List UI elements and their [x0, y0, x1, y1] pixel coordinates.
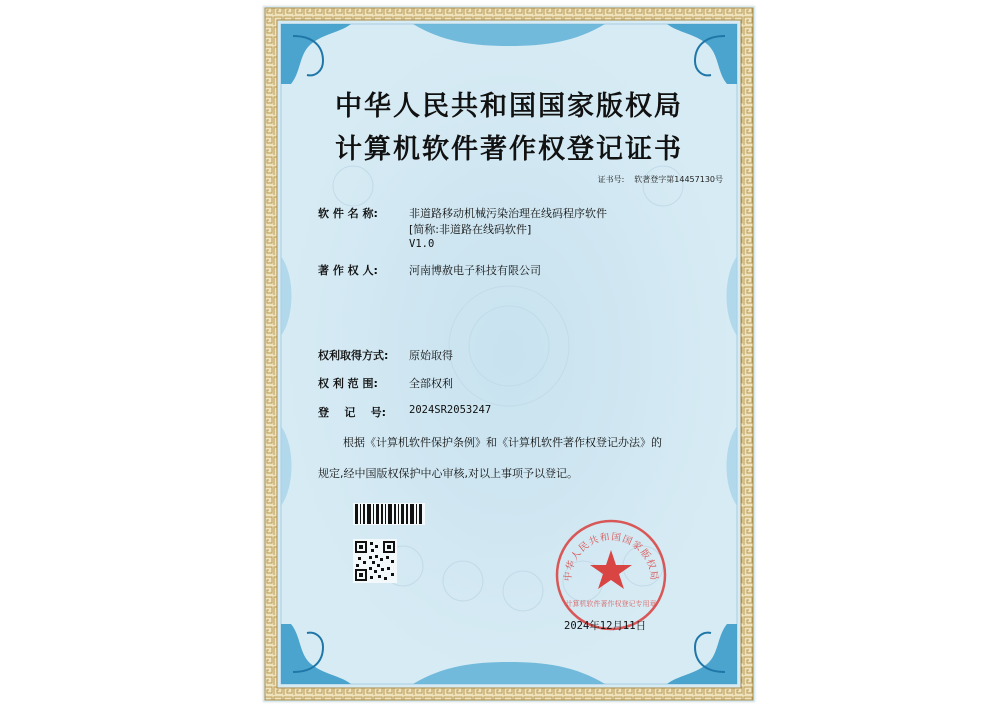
qr-code: [353, 539, 397, 583]
scope-label: 权 利 范 围:: [318, 377, 378, 390]
acquisition-label: 权利取得方式:: [318, 349, 389, 362]
software-name-label: 软 件 名 称:: [318, 207, 378, 220]
issue-date: 2024年12月11日: [564, 620, 647, 632]
seal-text: 中华人民共和国国家版权局: [562, 531, 660, 582]
scope: 全部权利: [409, 377, 453, 390]
certificate-title-line1: 中华人民共和国国家版权局: [335, 91, 683, 122]
certificate-number-label: 证书号:: [597, 175, 625, 184]
registration-number: 2024SR2053247: [409, 404, 492, 416]
owner: 河南博赦电子科技有限公司: [409, 264, 541, 277]
owner-label: 著 作 权 人:: [318, 264, 378, 277]
certificate-title-line2: 计算机软件著作权登记证书: [335, 134, 683, 165]
software-name: 非道路移动机械污染治理在线码程序软件: [409, 207, 607, 220]
registration-number-label: 登 记 号:: [318, 406, 387, 419]
acquisition: 原始取得: [409, 349, 453, 362]
legal-basis-line2: 规定,经中国版权保护中心审核,对以上事项予以登记。: [318, 467, 578, 480]
certificate-number: [533, 174, 723, 185]
star-icon: [590, 550, 632, 589]
software-short-name: [简称:非道路在线码软件]: [409, 223, 532, 236]
legal-basis-line1: 根据《计算机软件保护条例》和《计算机软件著作权登记办法》的: [343, 436, 662, 449]
certificate: [263, 6, 755, 702]
seal-sub-text: 计算机软件著作权登记专用章: [565, 600, 657, 608]
software-version: V1.0: [409, 238, 435, 250]
certificate-number-value: 软著登字第14457130号: [634, 175, 723, 184]
barcode: [353, 503, 425, 525]
